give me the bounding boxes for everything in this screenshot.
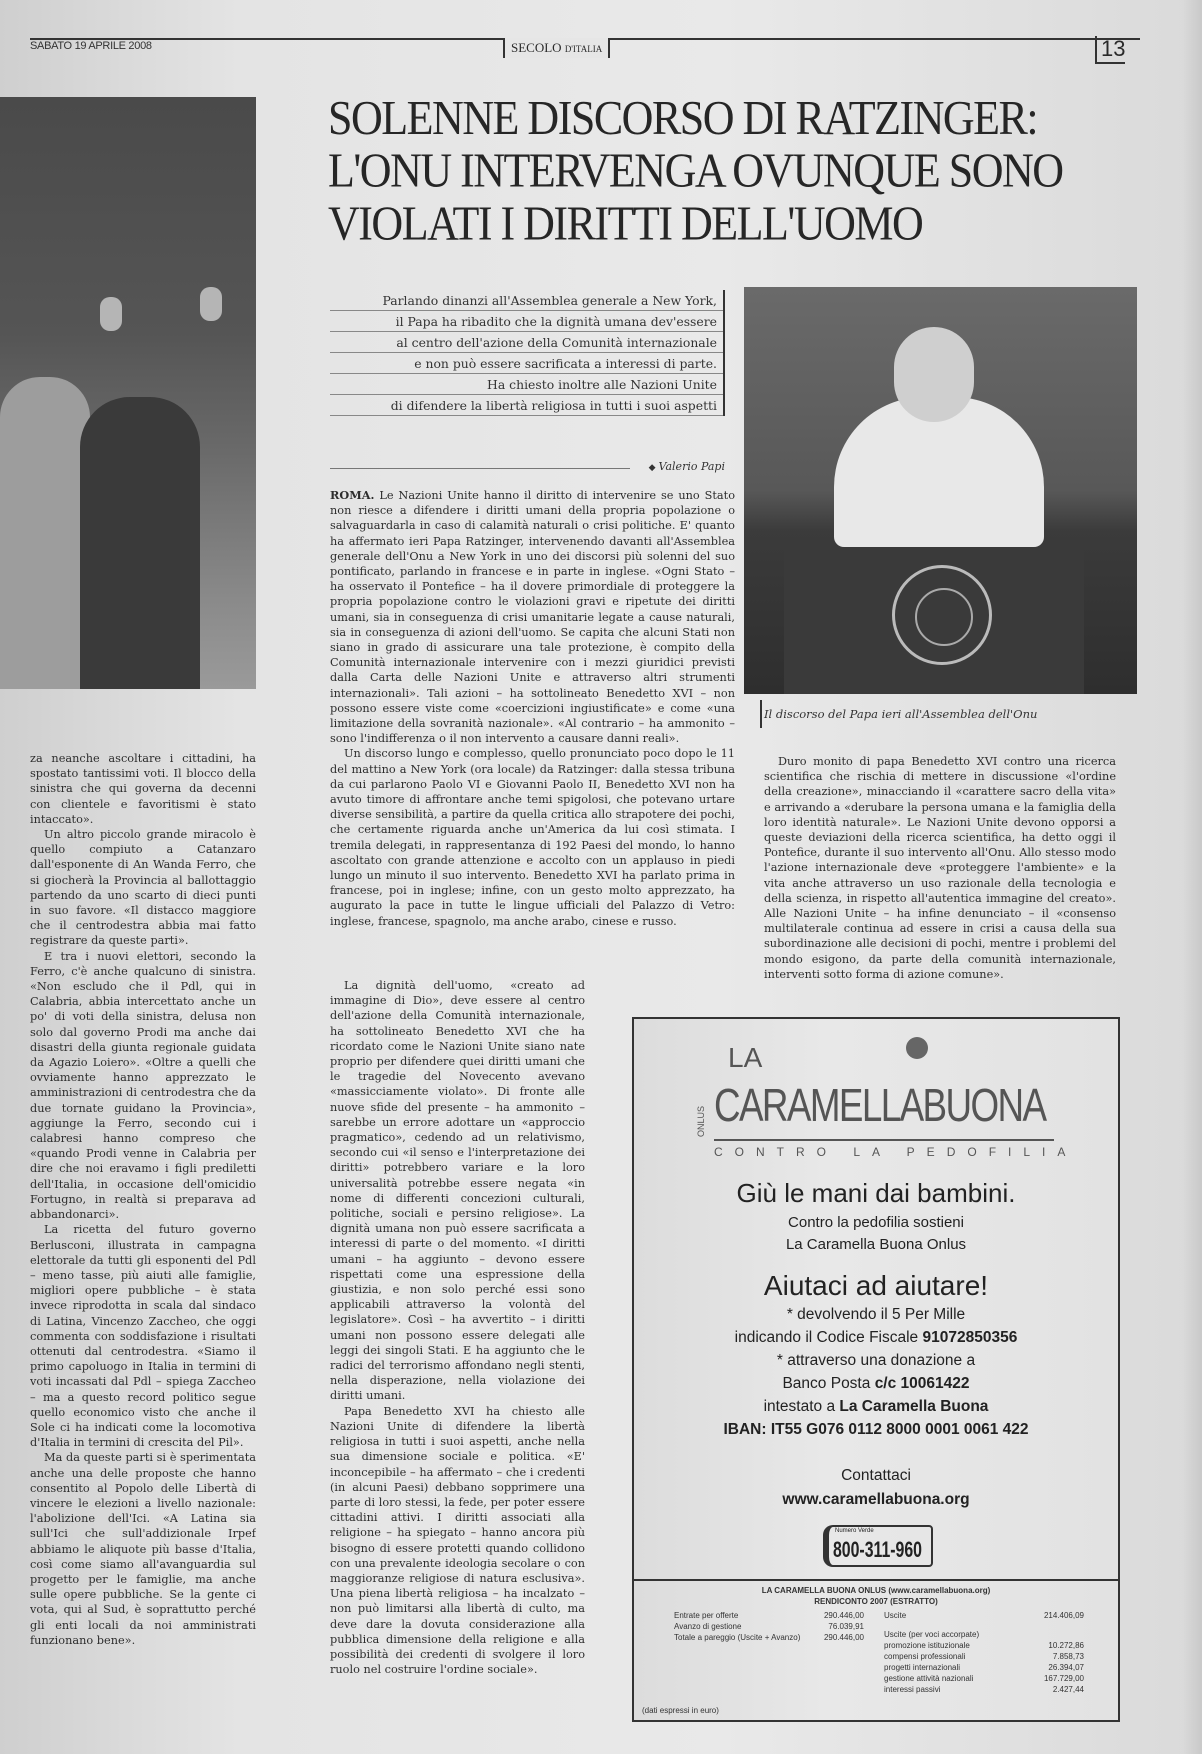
report-value: 2.427,44 xyxy=(1052,1685,1084,1694)
report-expenses xyxy=(884,1611,1084,1695)
ad-line-text: indicando il Codice Fiscale xyxy=(734,1329,919,1346)
report-label: Uscite (per voci accorpate) xyxy=(884,1630,980,1639)
deck-line: e non può essere sacrificata a interessi di parte. xyxy=(330,353,723,374)
report-label: promozione istituzionale xyxy=(884,1641,970,1650)
paragraph: Duro monito di papa Benedetto XVI contro una ricerca scientifica che rischia di mettere in discussione «l'ordine della creazione», minacciando il «carattere sacro della vita» e arrivando a «derubare la persona umana e la famiglia della loro identità naturale». Le Nazioni Unite devono opporsi a queste deviazioni della ricerca scientifica, ha detto oggi il Pontefice, durante il suo intervento all'Onu. Allo stesso modo l'azione internazionale deve «proteggere l'ambiente» e la vita anche attraverso un uso razionale della tecnologia e della scienza, in rispetto all'autentica immagine del creato». Alle Nazioni Unite – ha infine denunciato – il «consenso multilaterale continua ad essere in crisi a causa della sua subordinazione alle decisioni di pochi, mentre i problemi del mondo esigono, da parte della comunità internazionale, interventi sotto forma di azione comune». xyxy=(764,755,1116,981)
report-label: Uscite xyxy=(884,1611,907,1620)
masthead xyxy=(503,38,610,58)
report-label: gestione attività nazionali xyxy=(884,1674,974,1683)
headline xyxy=(328,92,1148,250)
deck-line: Ha chiesto inoltre alle Nazioni Unite xyxy=(330,374,723,395)
photo-figure xyxy=(0,377,90,689)
report-value: 214.406,09 xyxy=(1043,1611,1084,1620)
candy-icon xyxy=(906,1037,928,1059)
report-value: 290.446,00 xyxy=(823,1611,864,1620)
headline-line: L'ONU INTERVENGA OVUNQUE SONO xyxy=(328,143,1063,198)
photo-hand xyxy=(200,287,222,321)
ad-line xyxy=(634,1373,1118,1395)
photo-hand xyxy=(100,297,122,331)
logo-la: LA xyxy=(728,1042,763,1073)
ad-line: * attraverso una donazione a xyxy=(776,1352,976,1369)
report-label: interessi passivi xyxy=(884,1685,941,1694)
ad-line-text: intestato a xyxy=(763,1398,836,1415)
headline-line: VIOLATI I DIRITTI DELL'UOMO xyxy=(328,196,923,251)
paragraph: La ricetta del futuro governo Berlusconi, illustrata in campagna elettorale da tutti gli esponenti del Pdl – meno tasse, più aiuti alle famiglie, migliori opere pubbliche – è stata invece riprodotta in scala dal sindaco di Latina, Vincenzo Zaccheo, che oggi commenta con soddisfazione i risultati ottenuti dal centrodestra. «Siamo il primo capoluogo in Italia in termini di voti incassati dal Pdl – spiega Zaccheo – ma a questo record politico segue quello economico visto che anche il Sole ci ha indicati come la locomotiva d'Italia in termini di crescita del Pil». xyxy=(30,1223,256,1450)
paragraph: Un altro piccolo grande miracolo è quello compiuto a Catanzaro dall'esponente di An Wanda Ferro, che si giocherà la Provincia al ballottaggio partendo da uno scarto di dieci punti in suo favore. «Il distacco maggiore che il centrodestra abbia mai fatto registrare da queste parti». xyxy=(30,828,256,948)
report-value: 10.272,86 xyxy=(1048,1641,1084,1650)
masthead-main: SECOLO xyxy=(511,40,562,55)
ad-appeal: Aiutaci ad aiutare! xyxy=(763,1270,989,1301)
article-column-3 xyxy=(764,754,1116,1004)
report-title: LA CARAMELLA BUONA ONLUS (www.caramellabuona.org) xyxy=(761,1586,991,1595)
paragraph xyxy=(330,488,735,746)
report-label: Totale a pareggio (Uscite + Avanzo) xyxy=(674,1633,801,1642)
photo-pope-un xyxy=(744,287,1137,694)
iban: IBAN: IT55 G076 0112 8000 0001 0061 422 xyxy=(723,1421,1029,1438)
report-label: Avanzo di gestione xyxy=(674,1622,742,1631)
paragraph: E tra i nuovi elettori, secondo la Ferro, c'è anche qualcuno di sinistra. «Non escludo che il Pdl, qui in Calabria, abbia intercettato anche un po' di voti della sinistra, delusa non solo dal governo Prodi ma anche dai disastri della giunta regionale guidata da Agazio Loiero». «Oltre a quelli che ovviamente hanno apprezzato le amministrazioni di centrodestra che da due tornate guidano la Provincia», aggiunge la Ferro, secondo cui i calabresi hanno compreso che «quando Prodi venne in Calabria per dire che noi eravamo i figli prediletti dell'Italia, in occasione dell'omicidio Fortugno, in realtà si preparava ad abbandonarci». xyxy=(30,949,256,1222)
byline-rule xyxy=(330,468,630,469)
byline xyxy=(330,460,725,476)
phone-number: 800-311-960 xyxy=(833,1537,922,1562)
deck-line: di difendere la libertà religiosa in tutti i suoi aspetti xyxy=(330,395,723,416)
report-label: compensi professionali xyxy=(884,1652,966,1661)
byline-author: ◆ Valerio Papi xyxy=(649,460,725,473)
ad-line: * devolvendo il 5 Per Mille xyxy=(786,1306,966,1323)
report-value: 76.039,91 xyxy=(828,1622,864,1631)
header-date: SABATO 19 APRILE 2008 xyxy=(30,40,152,52)
photo-caption: Il discorso del Papa ieri all'Assemblea dell'Onu xyxy=(764,707,1038,721)
left-column xyxy=(30,751,256,1741)
page-number: 13 xyxy=(1095,36,1125,64)
financial-report xyxy=(634,1579,1118,1722)
phone-badge xyxy=(823,1525,933,1567)
report-value: 167.729,00 xyxy=(1043,1674,1084,1683)
account-number: c/c 10061422 xyxy=(874,1375,970,1392)
dateline: ROMA. xyxy=(330,488,375,502)
report-value: 290.446,00 xyxy=(823,1633,864,1642)
report-subtitle: RENDICONTO 2007 (ESTRATTO) xyxy=(814,1597,938,1606)
report-note: (dati espressi in euro) xyxy=(642,1706,719,1715)
contact-label: Contattaci xyxy=(841,1467,911,1484)
phone-label: Numero Verde xyxy=(835,1528,874,1534)
report-income xyxy=(674,1611,864,1643)
logo-tagline: CONTRO LA PEDOFILIA xyxy=(714,1139,1054,1160)
deck-summary xyxy=(330,290,725,416)
report-label: Entrate per offerte xyxy=(674,1611,739,1620)
ad-line xyxy=(634,1396,1118,1418)
account-holder: La Caramella Buona xyxy=(839,1398,989,1415)
caption-rule xyxy=(760,700,762,728)
paragraph: Un discorso lungo e complesso, quello pronunciato poco dopo le 11 del mattino a New York (ora locale) da Ratzinger: dalla stessa tribuna da cui parlarono Paolo VI e Giovanni Paolo II, Benedetto XVI non ha avuto timore di affrontare anche temi spigolosi, che potevano urtare diverse sensibilità, a partire da quella critica allo strapotere dei pochi, che certamente riguarda anche un'America da lui così stimata. I tremila delegati, in rappresentanza di 192 Paesi del mondo, lo hanno ascoltato con grande attenzione e accolto con un applauso in piedi lungo un minuto il suo intervento. Benedetto XVI ha parlato prima in francese, poi in inglese; infine, con un gesto molto apprezzato, ha augurato la pace in tutte le lingue ufficiali del Palazzo di Vetro: inglese, francese, spagnolo, ma anche arabo, cinese e russo. xyxy=(330,747,735,928)
ad-subline: La Caramella Buona Onlus xyxy=(785,1236,967,1253)
ad-line xyxy=(634,1327,1118,1349)
un-emblem-icon xyxy=(892,565,992,665)
report-value: 26.394,07 xyxy=(1048,1663,1084,1672)
article-column-1 xyxy=(330,488,735,972)
masthead-small: D'ITALIA xyxy=(564,44,603,54)
report-label: progetti internazionali xyxy=(884,1663,961,1672)
paragraph: za neanche ascoltare i cittadini, ha spostato tantissimi voti. Il blocco della sinistra che qui governa da decenni con clientele e favoritismi è stato intaccato». xyxy=(30,752,256,826)
photo-figure-head xyxy=(894,327,974,422)
ad-subline: Contro la pedofilia sostieni xyxy=(788,1214,964,1231)
headline-line: SOLENNE DISCORSO DI RATZINGER: xyxy=(328,90,1038,145)
report-value: 7.858,73 xyxy=(1052,1652,1084,1661)
ad-logo xyxy=(694,1033,1078,1171)
photo-figure xyxy=(80,397,200,689)
deck-line: al centro dell'azione della Comunità internazionale xyxy=(330,332,723,353)
logo-brand: CARAMELLABUONA xyxy=(714,1079,1046,1131)
paragraph: La dignità dell'uomo, «creato ad immagine di Dio», deve essere al centro dell'azione della Comunità internazionale, ha sottolineato Benedetto XVI che ha ricordato come le Nazioni Unite siano nate proprio per difendere quei diritti umani che le tragedie del Novecento avevano «massicciamente violato». Di fronte alle nuove sfide del presente – ha ammonito – sarebbe un errore adottare un «approccio pragmatico», cedendo ad un relativismo, secondo cui «il senso e l'interpretazione dei diritti» potrebbero variare e la loro universalità potrebbe essere negata «in nome di differenti concezioni culturali, politiche, sociali e persino religiose». La dignità umana non può essere sacrificata a interessi di parte o del momento. «I diritti umani – ha aggiunto – devono essere rispettati come una espressione della giustizia, e non solo perché essi sono applicabili attraverso la volontà del legislatore». Così – ha avvertito – i diritti umani non possono essere delegati alle leggi dei singoli Stati. E ha aggiunto che le radici del terrorismo affondano negli stenti, nella disperazione, nella violazione dei diritti umani. xyxy=(330,979,585,1403)
photo-crowd xyxy=(0,97,256,689)
fiscal-code: 91072850356 xyxy=(922,1329,1018,1346)
paragraph-text: Le Nazioni Unite hanno il diritto di intervenire se uno Stato non riesce a difendere i diritti umani della propria popolazione o salvaguardarla in caso di calamità naturali o crisi politiche. E' quanto ha affermato ieri Papa Ratzinger, intervenendo davanti all'Assemblea generale dell'Onu a New York in uno dei discorsi più solenni del suo pontificato, parlando in francese e in parte in inglese. «Ogni Stato – ha osservato il Pontefice – ha il dovere primordiale di proteggere la propria popolazione contro le violazioni gravi e ripetute dei diritti umani, sia in conseguenza di crisi umanitarie legate a cause naturali, sia in conseguenza di azioni dell'uomo. Se capita che alcuni Stati non siano in grado di assicurare una tale protezione, è compito della Comunità internazionale intervenire con i mezzi giuridici previsti dalla Carta delle Nazioni Unite e attraverso altri strumenti internazionali». Tali azioni – ha sottolineato Benedetto XVI – non possono essere viste come «coercizioni ingiustificate» e come «una limitazione della sovranità nazionale». «Al contrario – ha ammonito – sono l'indifferenza o il non intervento a causare danni reali». xyxy=(330,489,735,746)
deck-line: il Papa ha ribadito che la dignità umana dev'essere xyxy=(330,311,723,332)
logo-onlus: ONLUS xyxy=(696,1105,706,1137)
report-row xyxy=(674,1633,864,1643)
advertisement xyxy=(632,1017,1120,1722)
deck-line: Parlando dinanzi all'Assemblea generale a New York, xyxy=(330,290,723,311)
article-column-2 xyxy=(330,978,585,1738)
ad-slogan: Giù le mani dai bambini. xyxy=(736,1178,1016,1208)
paragraph: Papa Benedetto XVI ha chiesto alle Nazioni Unite di difendere la libertà religiosa in tutti i suoi aspetti, anche nella sua dimensione sociale e politica. «E' inconcepibile – ha affermato – che i credenti (in alcuni Paesi) debbano sopprimere una parte di loro stessi, la fede, per poter essere cittadini attivi. I diritti associati alla religione – ha spiegato – hanno ancora più bisogno di essere protetti quando collidono con una prevalente ideologia secolare o con maggioranze religiose di natura esclusiva». Una piena libertà religiosa – ha incalzato – non può limitarsi alla libertà di culto, ma deve dare la dovuta considerazione alla pubblica dimensione della religione e alla possibilità dei credenti di svolgere il loro ruolo nel costruire l'ordine sociale». xyxy=(330,1404,585,1677)
website-link[interactable]: www.caramellabuona.org xyxy=(782,1491,970,1508)
paragraph: Ma da queste parti si è sperimentata anche una delle proposte che hanno consentito al Popolo delle Libertà di vincere le elezioni a livello nazionale: l'abolizione dell'Ici. «A Latina sia sull'Ici che sull'addizionale Irpef abbiamo le aliquote più basse d'Italia, così come siamo all'avanguardia sul progetto per le famiglie, ma anche sulle opere pubbliche. Se la gente ci vota, qui al Sud, è soprattutto perché gli enti locali da noi amministrati funzionano bene». xyxy=(30,1451,256,1647)
page-shadow xyxy=(1182,0,1202,1754)
ad-line-text: Banco Posta xyxy=(782,1375,871,1392)
